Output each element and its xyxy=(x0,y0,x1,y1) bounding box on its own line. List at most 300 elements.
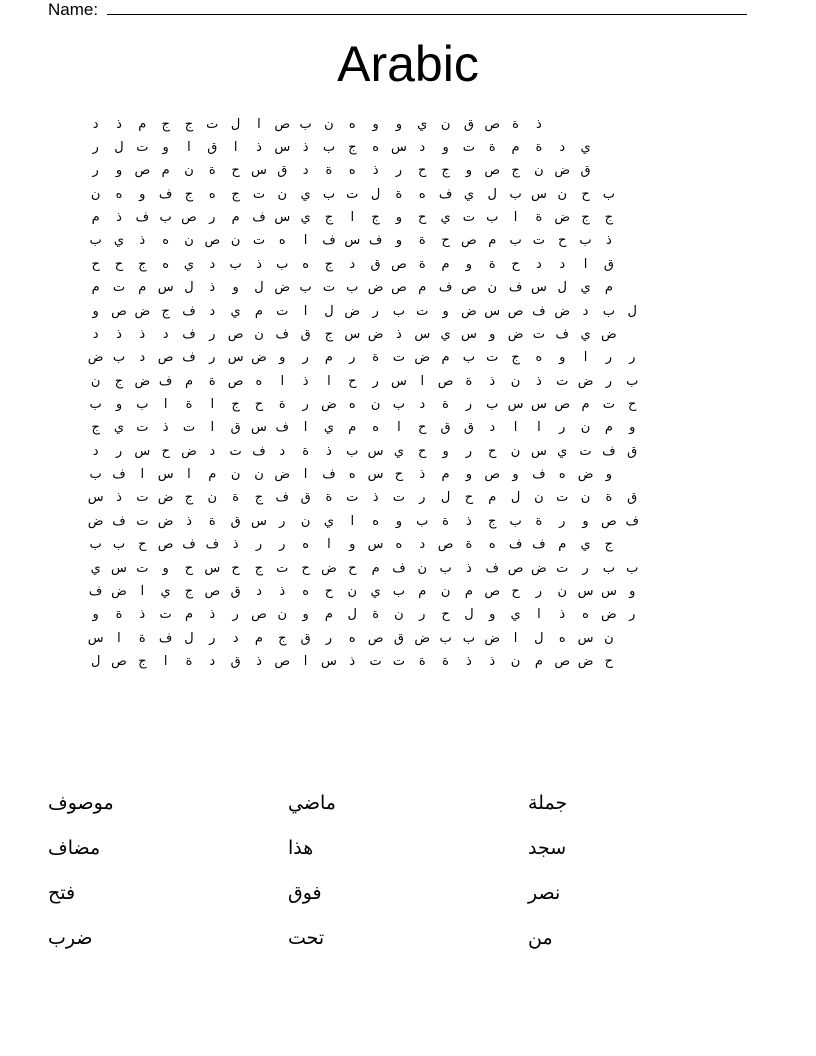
grid-letter: ن xyxy=(394,607,404,623)
grid-letter: ب xyxy=(602,186,615,202)
grid-letter: ي xyxy=(557,443,568,459)
grid-letter: ذ xyxy=(536,116,542,132)
search-word: مضاف xyxy=(48,836,101,859)
grid-letter: د xyxy=(92,116,99,132)
grid-letter: ي xyxy=(393,443,405,459)
search-word: جملة xyxy=(528,791,568,814)
grid-letter: د xyxy=(536,256,542,272)
grid-letter: ه xyxy=(162,256,170,272)
grid-letter: ذ xyxy=(139,233,146,249)
grid-letter: ي xyxy=(230,303,241,319)
grid-letter: ج xyxy=(324,210,334,226)
grid-letter: ص xyxy=(227,326,244,342)
grid-letter: ب xyxy=(392,396,406,412)
grid-letter: ص xyxy=(134,163,151,179)
grid-letter: ذ xyxy=(605,233,612,249)
grid-letter: س xyxy=(204,560,221,576)
grid-letter: ف xyxy=(532,467,546,483)
grid-letter: ف xyxy=(438,280,453,296)
grid-letter: س xyxy=(227,350,244,366)
grid-letter: ه xyxy=(348,396,356,412)
grid-letter: س xyxy=(157,280,174,296)
grid-letter: ذ xyxy=(232,537,239,553)
grid-letter: م xyxy=(254,303,263,319)
grid-letter: س xyxy=(484,303,501,319)
grid-letter: و xyxy=(582,513,589,529)
grid-letter: ض xyxy=(554,163,571,179)
grid-letter: د xyxy=(209,443,216,459)
grid-letter: و xyxy=(395,513,403,529)
grid-letter: د xyxy=(559,256,566,272)
name-field xyxy=(48,0,747,19)
grid-letter: ص xyxy=(484,583,501,599)
grid-letter: ف xyxy=(555,326,569,342)
grid-letter: م xyxy=(441,256,450,272)
grid-letter: ب xyxy=(229,256,242,272)
grid-letter: ف xyxy=(275,490,290,506)
grid-letter: ب xyxy=(299,116,312,132)
grid-letter: ض xyxy=(577,467,594,483)
grid-letter: ر xyxy=(325,630,333,646)
grid-letter: و xyxy=(512,467,519,483)
grid-letter: ق xyxy=(300,630,311,646)
grid-row xyxy=(84,557,644,580)
grid-letter: ل xyxy=(347,607,357,623)
grid-letter: ض xyxy=(181,443,197,459)
grid-letter: ض xyxy=(507,326,524,342)
grid-letter: ن xyxy=(254,326,264,342)
grid-letter: ه xyxy=(348,467,356,483)
grid-letter: ي xyxy=(113,233,125,249)
grid-letter: ج xyxy=(324,326,334,342)
grid-letter: ف xyxy=(135,210,150,226)
grid-letter: ه xyxy=(488,537,496,553)
grid-row xyxy=(84,650,644,673)
grid-letter: ض xyxy=(157,513,174,529)
grid-letter: ج xyxy=(138,653,147,669)
grid-letter: ر xyxy=(419,490,426,506)
grid-letter: ا xyxy=(583,256,588,272)
grid-letter: ه xyxy=(372,420,379,436)
grid-letter: د xyxy=(279,443,286,459)
grid-letter: ر xyxy=(465,396,473,412)
search-word: فتح xyxy=(48,881,76,904)
grid-letter: ح xyxy=(511,583,520,599)
grid-letter: س xyxy=(530,186,547,202)
grid-letter: و xyxy=(629,583,636,599)
grid-letter: ق xyxy=(627,443,638,459)
grid-letter: ا xyxy=(303,467,308,483)
grid-letter: ر xyxy=(209,326,216,342)
search-word: ضرب xyxy=(48,926,93,949)
grid-letter: ب xyxy=(509,233,522,249)
grid-letter: و xyxy=(489,326,496,342)
grid-letter: ن xyxy=(90,186,101,202)
grid-row xyxy=(84,347,644,370)
grid-letter: ت xyxy=(369,653,382,669)
grid-letter: ج xyxy=(184,186,194,202)
grid-letter: م xyxy=(441,350,450,366)
grid-letter: ت xyxy=(112,280,126,296)
grid-letter: ت xyxy=(276,560,289,576)
grid-letter: و xyxy=(395,233,403,249)
grid-letter: ل xyxy=(114,140,124,156)
grid-letter: ف xyxy=(252,443,266,459)
grid-row xyxy=(84,277,644,300)
grid-letter: ص xyxy=(251,607,267,623)
grid-letter: ن xyxy=(557,186,567,202)
grid-letter: ص xyxy=(554,653,571,669)
grid-letter: ه xyxy=(582,607,589,623)
grid-letter: ه xyxy=(395,537,403,553)
grid-letter: و xyxy=(442,140,449,156)
grid-letter: ي xyxy=(323,513,335,529)
grid-letter: ة xyxy=(605,490,613,506)
grid-letter: ة xyxy=(325,490,333,506)
grid-letter: ب xyxy=(509,186,522,202)
grid-letter: ذ xyxy=(396,326,402,342)
grid-letter: ض xyxy=(414,350,431,366)
grid-letter: ا xyxy=(163,396,168,412)
grid-letter: س xyxy=(111,560,127,576)
grid-letter: ض xyxy=(321,396,337,412)
grid-letter: ق xyxy=(463,116,474,132)
grid-row xyxy=(84,253,644,276)
grid-letter: ج xyxy=(254,490,264,506)
grid-letter: ر xyxy=(209,350,216,366)
grid-letter: ق xyxy=(463,420,474,436)
grid-letter: ا xyxy=(257,116,261,132)
grid-letter: ا xyxy=(583,350,588,366)
grid-letter: و xyxy=(442,303,449,319)
grid-letter: س xyxy=(367,537,384,553)
grid-letter: س xyxy=(577,630,594,646)
grid-letter: ذ xyxy=(302,140,309,156)
grid-letter: ل xyxy=(627,303,637,319)
grid-letter: ا xyxy=(303,233,308,249)
grid-letter: ا xyxy=(327,373,331,389)
grid-letter: ا xyxy=(233,140,238,156)
grid-letter: م xyxy=(184,373,193,389)
grid-letter: ن xyxy=(207,490,218,506)
grid-letter: ا xyxy=(303,303,308,319)
grid-letter: م xyxy=(488,490,497,506)
grid-letter: د xyxy=(419,396,426,412)
grid-letter: ص xyxy=(181,210,197,226)
grid-letter: و xyxy=(465,256,473,272)
grid-letter: س xyxy=(530,443,547,459)
grid-letter: ة xyxy=(372,350,379,366)
grid-letter: ج xyxy=(161,303,170,319)
grid-letter: ح xyxy=(91,256,100,272)
grid-letter: ه xyxy=(162,233,170,249)
grid-letter: ت xyxy=(229,443,242,459)
grid-letter: ا xyxy=(140,467,145,483)
grid-letter: ف xyxy=(182,537,196,553)
grid-letter: ر xyxy=(395,163,403,179)
grid-letter: ن xyxy=(604,630,614,646)
grid-letter: ي xyxy=(183,256,195,272)
grid-letter: د xyxy=(209,256,216,272)
grid-letter: ن xyxy=(440,583,451,599)
grid-row xyxy=(84,604,644,627)
grid-letter: ة xyxy=(185,653,193,669)
grid-letter: ر xyxy=(605,350,613,366)
grid-letter: ذ xyxy=(466,653,472,669)
grid-row xyxy=(84,580,644,603)
grid-letter: ا xyxy=(513,210,518,226)
grid-letter: س xyxy=(414,326,431,342)
grid-letter: ه xyxy=(302,537,310,553)
grid-letter: و xyxy=(629,420,636,436)
grid-letter: ض xyxy=(577,653,594,669)
grid-letter: ب xyxy=(626,560,639,576)
grid-letter: م xyxy=(208,467,217,483)
grid-letter: ص xyxy=(484,116,501,132)
grid-letter: ا xyxy=(280,373,285,389)
grid-letter: س xyxy=(530,280,547,296)
grid-letter: ب xyxy=(89,467,102,483)
grid-letter: ب xyxy=(602,560,615,576)
grid-letter: ج xyxy=(278,630,287,646)
grid-letter: ف xyxy=(532,537,546,553)
grid-letter: ي xyxy=(580,537,591,553)
grid-letter: ن xyxy=(580,420,591,436)
grid-row xyxy=(84,417,644,440)
grid-letter: ف xyxy=(112,513,126,529)
grid-letter: م xyxy=(464,583,473,599)
name-label: Name: xyxy=(48,0,103,19)
grid-letter: ض xyxy=(251,350,267,366)
grid-row xyxy=(84,370,644,393)
grid-letter: ق xyxy=(230,513,241,529)
grid-letter: ه xyxy=(255,373,263,389)
grid-letter: ه xyxy=(302,583,310,599)
grid-letter: و xyxy=(92,303,99,319)
grid-letter: ة xyxy=(442,396,449,412)
grid-letter: ل xyxy=(487,186,497,202)
grid-letter: ه xyxy=(372,513,379,529)
grid-letter: ح xyxy=(114,256,124,272)
grid-letter: ض xyxy=(577,373,594,389)
grid-letter: ذ xyxy=(419,467,426,483)
search-word: سجد xyxy=(528,836,567,859)
grid-letter: ت xyxy=(322,280,336,296)
grid-letter: ر xyxy=(209,210,216,226)
grid-row xyxy=(84,393,644,416)
grid-letter: م xyxy=(581,396,590,412)
grid-letter: ن xyxy=(277,607,288,623)
grid-letter: ب xyxy=(346,280,359,296)
grid-letter: ت xyxy=(602,396,615,412)
grid-letter: و xyxy=(395,210,403,226)
grid-row xyxy=(84,206,644,229)
grid-letter: و xyxy=(279,350,286,366)
grid-letter: ج xyxy=(324,256,334,272)
grid-letter: ر xyxy=(535,583,543,599)
grid-letter: ي xyxy=(510,607,521,623)
grid-letter: ق xyxy=(277,163,288,179)
grid-letter: ه xyxy=(348,163,356,179)
grid-letter: ة xyxy=(535,210,543,226)
grid-letter: م xyxy=(91,210,100,226)
grid-letter: ذ xyxy=(116,116,122,132)
word-row xyxy=(48,870,768,915)
grid-letter: و xyxy=(465,163,473,179)
grid-letter: ل xyxy=(184,280,194,296)
grid-letter: د xyxy=(209,303,216,319)
grid-letter: ح xyxy=(254,396,264,412)
grid-letter: ف xyxy=(158,630,173,646)
grid-letter: م xyxy=(558,537,567,553)
grid-letter: ي xyxy=(300,186,311,202)
grid-row xyxy=(84,323,644,346)
grid-letter: ا xyxy=(350,210,355,226)
grid-letter: ص xyxy=(437,537,454,553)
grid-letter: ي xyxy=(300,210,311,226)
grid-letter: ب xyxy=(112,350,126,366)
grid-letter: ض xyxy=(157,490,174,506)
grid-letter: ج xyxy=(441,163,450,179)
grid-letter: ف xyxy=(322,467,336,483)
grid-letter: ر xyxy=(302,350,309,366)
grid-letter: ف xyxy=(275,420,290,436)
grid-letter: د xyxy=(256,583,262,599)
grid-letter: م xyxy=(418,280,427,296)
grid-letter: ض xyxy=(134,373,151,389)
grid-letter: ذ xyxy=(372,490,379,506)
grid-letter: ف xyxy=(158,373,173,389)
grid-letter: ح xyxy=(418,420,427,436)
grid-letter: و xyxy=(162,140,169,156)
grid-letter: ن xyxy=(557,583,567,599)
grid-row xyxy=(84,487,644,510)
grid-letter: ي xyxy=(440,210,451,226)
grid-row xyxy=(84,440,644,463)
grid-letter: ا xyxy=(303,420,308,436)
grid-letter: ن xyxy=(510,373,521,389)
grid-letter: ت xyxy=(136,420,149,436)
grid-letter: ذ xyxy=(116,326,122,342)
grid-letter: ة xyxy=(418,256,426,272)
grid-letter: ذ xyxy=(162,420,169,436)
grid-letter: و xyxy=(372,116,379,132)
grid-letter: ا xyxy=(117,630,121,646)
grid-letter: م xyxy=(488,233,497,249)
grid-letter: ر xyxy=(582,560,589,576)
grid-letter: ت xyxy=(276,303,289,319)
grid-letter: ح xyxy=(324,583,334,599)
word-row xyxy=(48,780,768,825)
grid-letter: ض xyxy=(554,210,571,226)
grid-letter: ت xyxy=(416,303,429,319)
grid-letter: م xyxy=(138,116,147,132)
grid-letter: ض xyxy=(554,303,571,319)
grid-letter: ض xyxy=(344,303,361,319)
grid-letter: ي xyxy=(90,560,101,576)
grid-letter: ج xyxy=(231,396,240,412)
grid-letter: ض xyxy=(274,467,291,483)
grid-letter: ه xyxy=(535,350,543,366)
grid-letter: و xyxy=(115,163,123,179)
grid-letter: ج xyxy=(604,537,614,553)
grid-letter: ص xyxy=(274,116,291,132)
grid-letter: ة xyxy=(442,513,449,529)
grid-letter: ه xyxy=(558,467,566,483)
grid-letter: ب xyxy=(439,560,452,576)
grid-letter: ل xyxy=(324,303,334,319)
grid-letter: ل xyxy=(90,653,101,669)
grid-letter: ر xyxy=(629,607,636,623)
grid-letter: و xyxy=(232,280,239,296)
grid-letter: ب xyxy=(159,210,172,226)
grid-letter: ج xyxy=(581,210,590,226)
grid-letter: ذ xyxy=(139,326,146,342)
grid-letter: ة xyxy=(208,513,216,529)
grid-letter: ص xyxy=(554,396,571,412)
grid-letter: و xyxy=(349,537,356,553)
grid-letter: ف xyxy=(392,560,406,576)
grid-letter: م xyxy=(418,583,427,599)
grid-letter: س xyxy=(157,467,174,483)
grid-letter: ب xyxy=(112,537,126,553)
grid-letter: ر xyxy=(92,163,99,179)
grid-letter: ب xyxy=(626,373,639,389)
grid-letter: ح xyxy=(418,163,427,179)
grid-letter: ت xyxy=(136,490,149,506)
grid-letter: ص xyxy=(157,350,174,366)
grid-letter: ي xyxy=(463,186,474,202)
grid-letter: ه xyxy=(348,630,356,646)
grid-row xyxy=(84,230,644,253)
grid-letter: ا xyxy=(327,537,331,553)
grid-letter: ض xyxy=(484,630,501,646)
grid-letter: ل xyxy=(254,280,264,296)
grid-letter: ق xyxy=(627,490,638,506)
grid-letter: ح xyxy=(418,210,427,226)
grid-letter: ج xyxy=(604,210,614,226)
grid-letter: د xyxy=(232,630,239,646)
grid-row xyxy=(84,463,644,486)
grid-letter: ج xyxy=(231,186,240,202)
grid-letter: ه xyxy=(208,186,216,202)
grid-letter: ن xyxy=(277,186,288,202)
grid-letter: ص xyxy=(157,537,174,553)
grid-letter: ب xyxy=(462,630,476,646)
grid-letter: ق xyxy=(230,653,241,669)
grid-letter: ض xyxy=(321,560,337,576)
grid-letter: ر xyxy=(559,513,566,529)
grid-letter: ل xyxy=(557,280,567,296)
grid-row xyxy=(84,183,644,206)
grid-letter: م xyxy=(324,607,333,623)
grid-letter: ح xyxy=(511,256,520,272)
grid-letter: ب xyxy=(322,186,336,202)
grid-letter: ج xyxy=(114,373,124,389)
grid-letter: ا xyxy=(303,653,308,669)
grid-row xyxy=(84,533,644,556)
grid-letter: و xyxy=(489,607,496,623)
grid-letter: ر xyxy=(349,350,356,366)
grid-letter: ج xyxy=(184,583,194,599)
grid-letter: ة xyxy=(488,256,496,272)
grid-letter: س xyxy=(367,443,384,459)
grid-letter: ذ xyxy=(139,607,146,623)
grid-letter: ت xyxy=(136,140,149,156)
grid-letter: ا xyxy=(163,653,168,669)
grid-letter: ف xyxy=(368,233,383,249)
grid-letter: م xyxy=(604,420,613,436)
